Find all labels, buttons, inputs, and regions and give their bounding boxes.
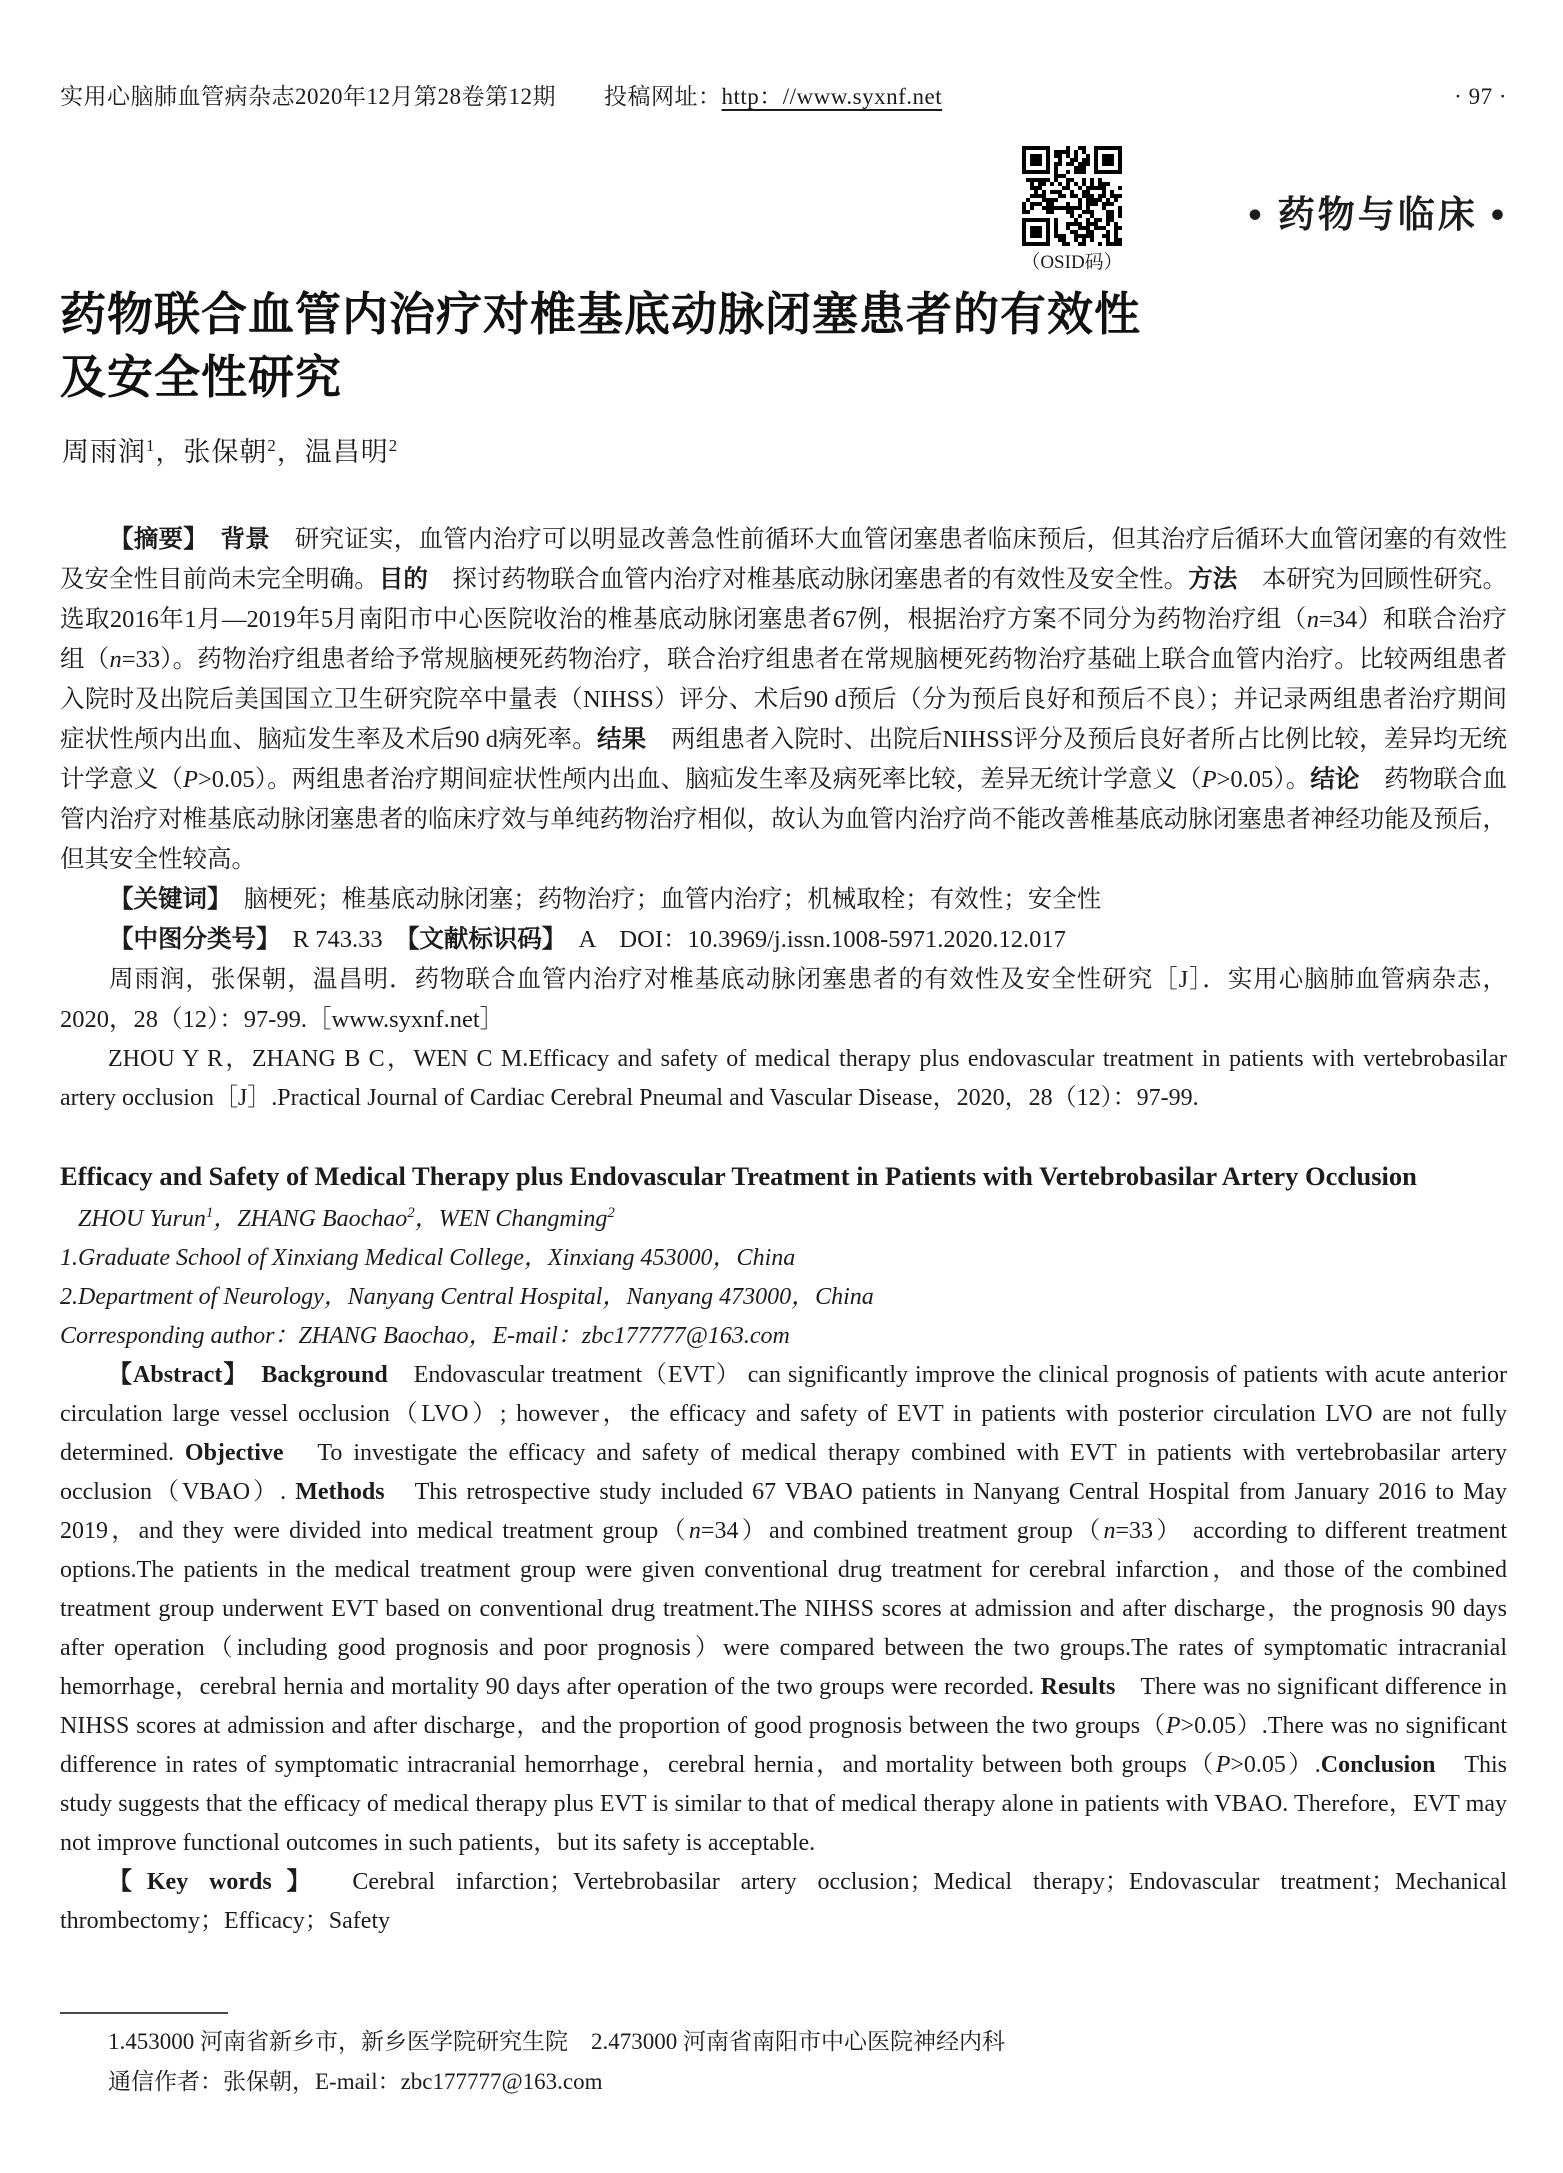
journal-issue-info xyxy=(60,78,942,111)
article-title-en: Efficacy and Safety of Medical Therapy plus Endovascular Treatment in Patients with Vertebrobasilar Artery Occlusion xyxy=(60,1161,1417,1191)
footnote-affiliations: 1.453000 河南省新乡市，新乡医学院研究生院 2.473000 河南省南阳市中心医院神经内科 xyxy=(108,2029,1005,2054)
citation-cn: 周雨润，张保朝，温昌明．药物联合血管内治疗对椎基底动脉闭塞患者的有效性及安全性研究［J］．实用心脑肺血管病杂志，2020，28（12）：97-99.［www.syxnf.net］ xyxy=(60,966,1507,1033)
keywords-en: 【Key words】 Cerebral infarction；Vertebrobasilar artery occlusion；Medical therapy；Endovascular treatment；Mechanical thrombectomy；Efficacy；Safety xyxy=(60,1869,1507,1934)
corresponding-author-line: Corresponding author：ZHANG Baochao，E-mail：zbc177777@163.com xyxy=(60,1323,790,1349)
footnote-block xyxy=(60,2012,1507,2102)
footnote-divider xyxy=(60,2012,228,2014)
abstract-en: 【Abstract】 Background Endovascular treatment（EVT） can significantly improve the clinical prognosis of patients with acute anterior circulation large vessel occlusion（LVO）; however，the efficacy and safety of EVT in patients with posterior circulation LVO are not fully determined. Objective To investigate the efficacy and safety of medical therapy combined with EVT in patients with vertebrobasilar artery occlusion（VBAO）. Methods This retrospective study included 67 VBAO patients in Nanyang Central Hospital from January 2016 to May 2019，and they were divided into medical treatment group（n=34）and combined treatment group（n=33） according to different treatment options.The patients in the medical treatment group were given conventional drug treatment for cerebral infarction，and those of the combined treatment group underwent EVT based on conventional drug treatment.The NIHSS scores at admission and after discharge，the prognosis 90 days after operation（including good prognosis and poor prognosis）were compared between the two groups.The rates of symptomatic intracranial hemorrhage，cerebral hernia and mortality 90 days after operation of the two groups were recorded. Results There was no significant difference in NIHSS scores at admission and after discharge，and the proportion of good prognosis between the two groups（P>0.05）.There was no significant difference in rates of symptomatic intracranial hemorrhage，cerebral hernia，and mortality between both groups（P>0.05）.Conclusion This study suggests that the efficacy of medical therapy plus EVT is similar to that of medical therapy alone in patients with VBAO. Therefore，EVT may not improve functional outcomes in such patients，but its safety is acceptable. xyxy=(60,1362,1508,1856)
citation-en: ZHOU Y R，ZHANG B C，WEN C M.Efficacy and safety of medical therapy plus endovascular treatment in patients with vertebrobasilar artery occlusion［J］.Practical Journal of Cardiac Cerebral Pneumal and Vascular Disease，2020，28（12）：97-99. xyxy=(60,1046,1507,1111)
authors-cn: 周雨润$^1$，张保朝$^2$，温昌明$^2$ xyxy=(62,436,399,467)
keywords-cn: 【关键词】 脑梗死；椎基底动脉闭塞；药物治疗；血管内治疗；机械取栓；有效性；安全性 xyxy=(109,886,1102,913)
affiliation-1: 1.Graduate School of Xinxiang Medical College，Xinxiang 453000，China xyxy=(60,1245,796,1271)
clc-number-line: 【中图分类号】 R 743.33 【文献标识码】 A DOI：10.3969/j.issn.1008-5971.2020.12.017 xyxy=(109,926,1066,953)
footnote-corresponding: 通信作者：张保朝，E-mail：zbc177777@163.com xyxy=(108,2069,603,2094)
article-body xyxy=(60,520,1507,1941)
article-title-line1: 药物联合血管内治疗对椎基底动脉闭塞患者的有效性 xyxy=(60,288,1141,340)
article-title-line2: 及安全性研究 xyxy=(60,351,342,403)
osid-qr-code-icon xyxy=(1022,146,1122,246)
abstract-cn: 【摘要】 背景 研究证实，血管内治疗可以明显改善急性前循环大血管闭塞患者临床预后，但其治疗后循环大血管闭塞的有效性及安全性目前尚未完全明确。目的 探讨药物联合血管内治疗对椎基底动脉闭塞患者的有效性及安全性。方法 本研究为回顾性研究。选取2016年1月—2019年5月南阳市中心医院收治的椎基底动脉闭塞患者67例，根据治疗方案不同分为药物治疗组（n=34）和联合治疗组（n=33）。药物治疗组患者给予常规脑梗死药物治疗，联合治疗组患者在常规脑梗死药物治疗基础上联合血管内治疗。比较两组患者入院时及出院后美国国立卫生研究院卒中量表（NIHSS）评分、术后90 d预后（分为预后良好和预后不良）；并记录两组患者治疗期间症状性颅内出血、脑疝发生率及术后90 d病死率。结果 两组患者入院时、出院后NIHSS评分及预后良好者所占比例比较，差异均无统计学意义（P>0.05）。两组患者治疗期间症状性颅内出血、脑疝发生率及病死率比较，差异无统计学意义（P>0.05）。结论 药物联合血管内治疗对椎基底动脉闭塞患者的临床疗效与单纯药物治疗相似，故认为血管内治疗尚不能改善椎基底动脉闭塞患者神经功能及预后，但其安全性较高。 xyxy=(60,526,1508,873)
affiliation-2: 2.Department of Neurology，Nanyang Central Hospital，Nanyang 473000，China xyxy=(60,1284,874,1310)
submission-site-label: 投稿网址： xyxy=(604,84,722,109)
journal-issue-text: 实用心脑肺血管病杂志2020年12月第28卷第12期 xyxy=(60,84,556,109)
article-title-cn xyxy=(60,283,1160,409)
authors-en: ZHOU Yurun$^1$，ZHANG Baochao$^2$，WEN Changming$^2$ xyxy=(78,1205,615,1232)
submission-site-url: http：//www.syxnf.net xyxy=(721,84,943,109)
osid-block xyxy=(1018,146,1126,274)
osid-qr-caption: （OSID码） xyxy=(1021,252,1123,273)
column-section-label: • 药物与临床 • xyxy=(1248,194,1507,235)
page-header xyxy=(60,78,1507,111)
page-number: · 97 · xyxy=(1454,84,1507,109)
